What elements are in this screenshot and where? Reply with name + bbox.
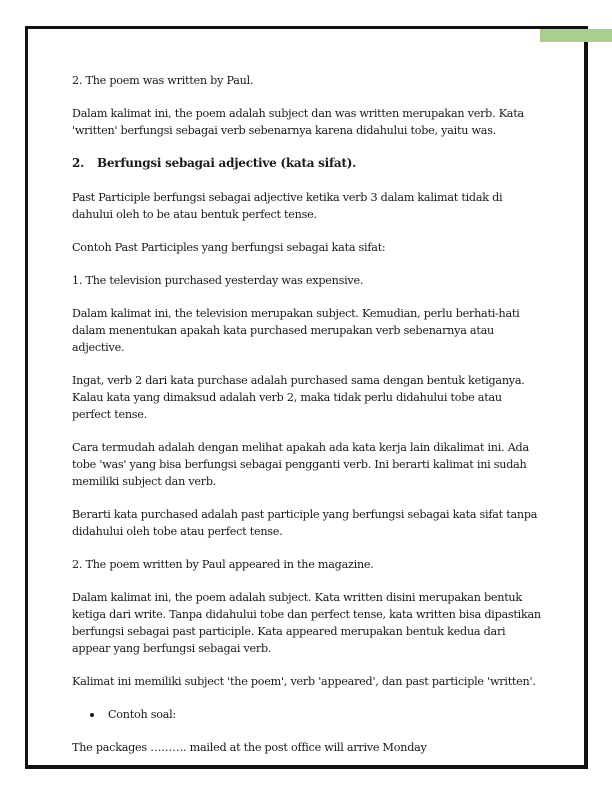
header-accent-bar bbox=[540, 29, 612, 42]
explanation-paragraph-6: Dalam kalimat ini, the poem adalah subject. Kata written disini merupakan bentuk ketiga dari write. Tanpa didahului tobe dan perfect tense, kata written bisa dipastikan berfungsi sebagai past participle. Kata appeared merupakan bentuk kedua dari appear yang berfungsi sebagai verb. bbox=[72, 591, 541, 655]
examples-intro: Contoh Past Participles yang berfungsi sebagai kata sifat: bbox=[72, 241, 386, 254]
example-sentence-3: 2. The poem written by Paul appeared in the magazine. bbox=[72, 558, 374, 571]
bullet-label: Contoh soal: bbox=[108, 708, 176, 721]
bullet-list bbox=[72, 706, 542, 723]
document-body bbox=[72, 72, 542, 772]
explanation-paragraph-4: Cara termudah adalah dengan melihat apakah ada kata kerja lain dikalimat ini. Ada tobe 'was' yang bisa berfungsi sebagai pengganti verb. Ini berarti kalimat ini sudah memiliki subject dan verb. bbox=[72, 441, 529, 488]
explanation-paragraph-1: Dalam kalimat ini, the poem adalah subject dan was written merupakan verb. Kata 'written' berfungsi sebagai verb sebenarnya karena didahului tobe, yaitu was. bbox=[72, 107, 524, 137]
explanation-paragraph-2: Dalam kalimat ini, the television merupakan subject. Kemudian, perlu berhati-hati dalam menentukan apakah kata purchased merupakan verb sebenarnya atau adjective. bbox=[72, 307, 520, 354]
section-number: 2. bbox=[72, 156, 85, 170]
section-title: Berfungsi sebagai adjective (kata sifat). bbox=[97, 156, 357, 170]
explanation-paragraph-3: Ingat, verb 2 dari kata purchase adalah purchased sama dengan bentuk ketiganya. Kalau kata yang dimaksud adalah verb 2, maka tidak perlu didahului tobe atau perfect tense. bbox=[72, 374, 525, 421]
explanation-paragraph-5: Berarti kata purchased adalah past participle yang berfungsi sebagai kata sifat tanpa didahului oleh tobe atau perfect tense. bbox=[72, 508, 538, 538]
definition-paragraph: Past Participle berfungsi sebagai adjective ketika verb 3 dalam kalimat tidak di dahului oleh to be atau bentuk perfect tense. bbox=[72, 191, 503, 221]
example-sentence-1: 2. The poem was written by Paul. bbox=[72, 74, 254, 87]
bullet-icon bbox=[90, 713, 94, 717]
exercise-sentence: The packages ………. mailed at the post office will arrive Monday bbox=[72, 741, 427, 754]
list-item bbox=[72, 706, 542, 723]
example-sentence-2: 1. The television purchased yesterday was expensive. bbox=[72, 274, 364, 287]
section-heading bbox=[72, 155, 542, 172]
summary-paragraph: Kalimat ini memiliki subject 'the poem', verb 'appeared', dan past participle 'written'. bbox=[72, 675, 536, 688]
